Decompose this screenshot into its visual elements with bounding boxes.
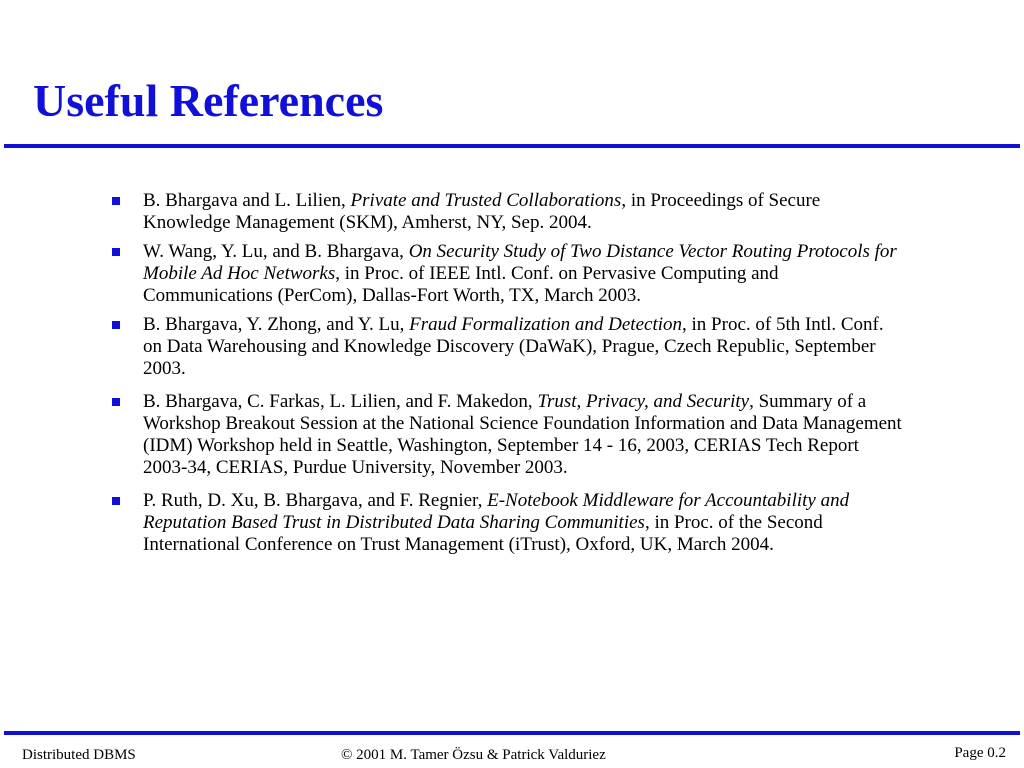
reference-item (112, 490, 902, 556)
footer-course-name: Distributed DBMS (22, 747, 136, 763)
reference-authors: B. Bhargava and L. Lilien, (143, 190, 351, 211)
reference-venue: , in Proceedings of Secure Knowledge Management (SKM), Amherst, NY, Sep. 2004. (143, 190, 821, 233)
reference-venue: , in Proc. of the Second International Conference on Trust Management (iTrust), Oxford, UK, March 2004. (143, 512, 823, 555)
reference-item (112, 314, 902, 380)
square-bullet-icon (112, 321, 120, 329)
square-bullet-icon (112, 398, 120, 406)
reference-title: Private and Trusted Collaborations (350, 190, 622, 211)
reference-title: On Security Study of Two Distance Vector Routing Protocols for Mobile Ad Hoc Networks (143, 241, 897, 284)
reference-authors: B. Bhargava, Y. Zhong, and Y. Lu, (143, 314, 410, 335)
footer-divider (4, 731, 1020, 735)
reference-title: Trust, Privacy, and Security (537, 391, 750, 412)
square-bullet-icon (112, 497, 120, 505)
reference-venue: , Summary of a Workshop Breakout Session at the National Science Foundation Information and Data Management (IDM) Workshop held in Seattle, Washington, September 14 - 16, 2003, CERIAS Tech Report 2003-34, CERIAS, Purdue University, November 2003. (143, 391, 902, 478)
reference-venue: , in Proc. of IEEE Intl. Conf. on Pervasive Computing and Communications (PerCom), Dallas-Fort Worth, TX, March 2003. (143, 263, 779, 306)
reference-list (112, 190, 902, 563)
square-bullet-icon (112, 197, 120, 205)
footer-copyright: © 2001 M. Tamer Özsu & Patrick Valduriez (341, 747, 606, 763)
reference-title: E-Notebook Middleware for Accountability and Reputation Based Trust in Distributed Data Sharing Communities (143, 490, 850, 533)
footer-page-number: Page 0.2 (954, 745, 1006, 761)
reference-authors: W. Wang, Y. Lu, and B. Bhargava, (143, 241, 409, 262)
reference-authors: B. Bhargava, C. Farkas, L. Lilien, and F. Makedon, (143, 391, 538, 412)
reference-item (112, 190, 902, 234)
reference-item (112, 391, 902, 479)
title-divider (4, 144, 1020, 148)
reference-title: Fraud Formalization and Detection (409, 314, 683, 335)
slide-title: Useful References (33, 75, 384, 126)
reference-item (112, 241, 902, 307)
reference-authors: P. Ruth, D. Xu, B. Bhargava, and F. Regnier, (143, 490, 488, 511)
reference-venue: , in Proc. of 5th Intl. Conf. on Data Warehousing and Knowledge Discovery (DaWaK), Prague, Czech Republic, September 2003. (143, 314, 884, 379)
square-bullet-icon (112, 248, 120, 256)
